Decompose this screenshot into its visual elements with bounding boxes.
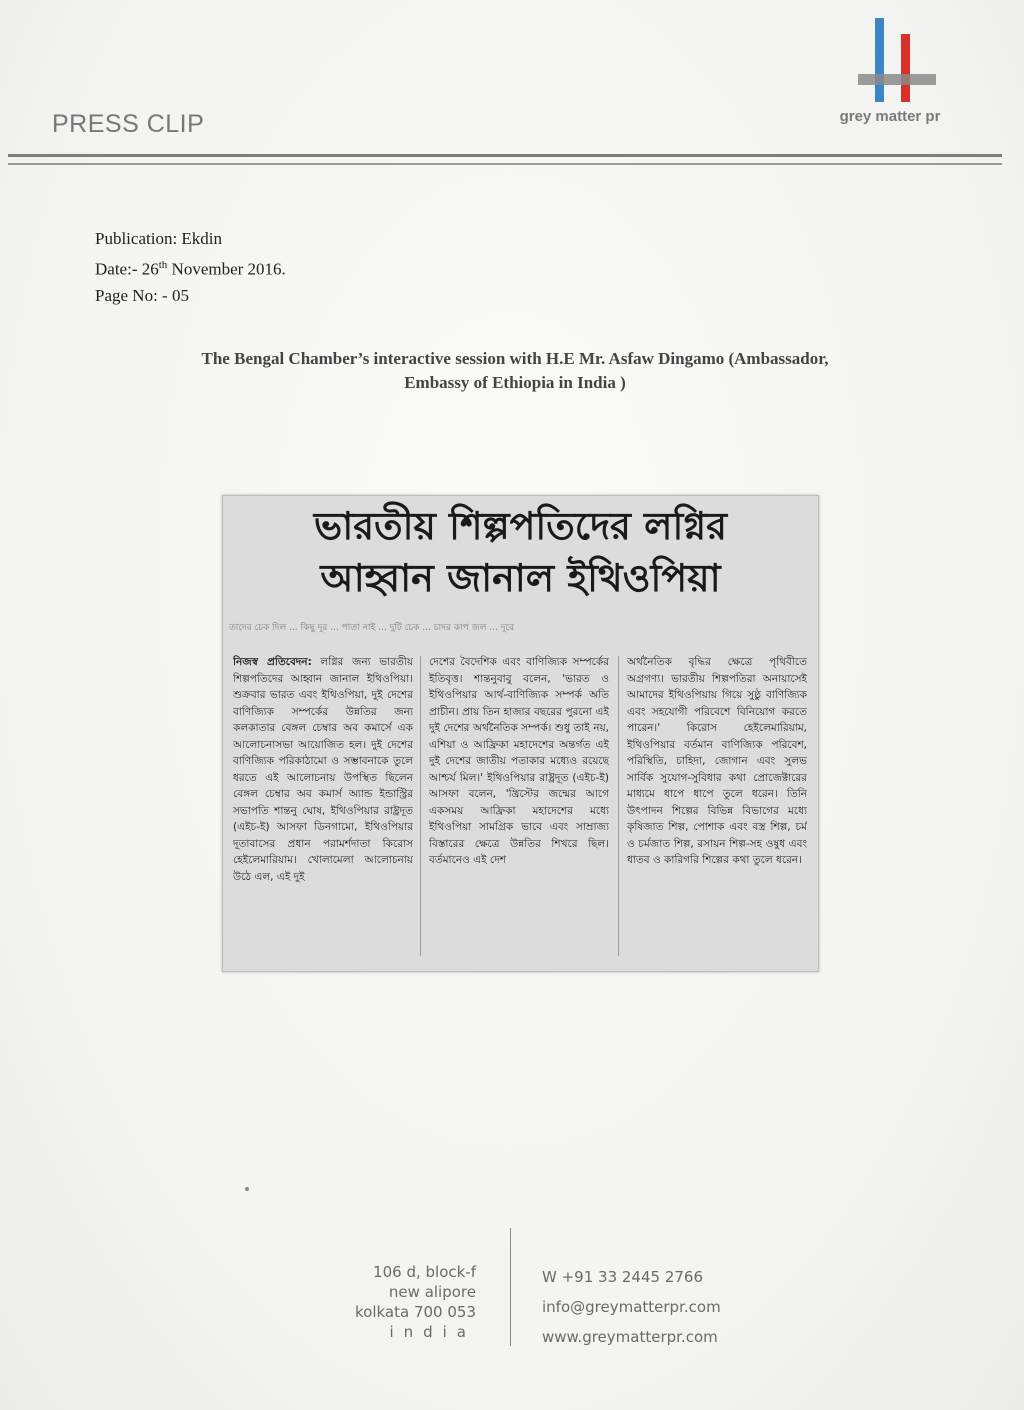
newspaper-clipping bbox=[222, 495, 819, 972]
header-divider-secondary bbox=[8, 163, 1002, 165]
header-divider bbox=[8, 154, 1002, 157]
date-rest: November 2016. bbox=[167, 259, 286, 279]
brand-name: grey matter pr bbox=[839, 108, 941, 125]
date-suffix-ordinal: th bbox=[158, 259, 168, 271]
column-divider bbox=[618, 656, 619, 956]
address-line-4: india bbox=[389, 1323, 476, 1341]
footer-divider bbox=[510, 1228, 511, 1346]
address-line-3: kolkata 700 053 bbox=[355, 1303, 476, 1321]
headline-line-2: Embassy of Ethiopia in India ) bbox=[404, 373, 626, 392]
clipping-title-line-2: আহ্বান জানাল ইথিওপিয়া bbox=[320, 556, 721, 600]
logo-grey-bar bbox=[858, 74, 936, 85]
clipping-columns bbox=[233, 654, 808, 964]
footer-address bbox=[326, 1262, 476, 1342]
clipping-title bbox=[223, 500, 818, 604]
clipping-column-3: অর্থনৈতিক বৃদ্ধির ক্ষেত্রে পৃথিবীতে অগ্রগণ্য। ভারতীয় শিল্পপতিরা অনায়াসেই আমাদের ইথিওপিয়ায় গিয়ে সুষ্ঠু বাণিজ্যিক এবং সহযোগী পরিবেশে বিনিয়োগ করতে পারেন।' কিরোস হেইলেমারিয়াম, ইথিওপিয়ার বর্তমান বাণিজ্যিক পরিবেশ, পরিস্থিতি, চাহিদা, জোগান এবং সুলভ সার্বিক সুযোগ-সুবিধার কথা প্রোজেক্টারের মাধ্যমে ধাপে ধাপে তুলে ধরেন। তিনি উৎপাদন শিল্পের বিভিন্ন বিভাগের মধ্যে কৃষিজাত শিল্প, পোশাক এবং বস্ত্র শিল্প, চর্ম ও চর্মজাত শিল্প, রসায়ন শিল্প-সহ ওষুধ এবং ধাতব ও কারিগরি শিল্পের কথা তুলে ধরেন। bbox=[627, 656, 807, 866]
headline-line-1: The Bengal Chamber’s interactive session with H.E Mr. Asfaw Dingamo (Ambassador, bbox=[201, 349, 829, 368]
clipping-faded-text: তাদের চেক দিল ... কিছু দূর ... পাতা নাই ... দুটি চেক ... চাদর কাপ জল ... দূরে bbox=[229, 623, 514, 633]
clip-headline bbox=[100, 347, 930, 395]
footer-contact bbox=[542, 1262, 721, 1352]
logo-blue-bar bbox=[875, 18, 884, 102]
website-url: www.greymatterpr.com bbox=[542, 1328, 718, 1346]
press-clip-label: PRESS CLIP bbox=[52, 110, 205, 138]
page-number-line: Page No: - 05 bbox=[95, 285, 189, 305]
clipping-column-1 bbox=[233, 654, 413, 962]
publication-meta bbox=[95, 226, 286, 309]
clipping-title-line-1: ভারতীয় শিল্পপতিদের লগ্নির bbox=[313, 504, 728, 548]
clipping-column-2: দেশের বৈদেশিক এবং বাণিজ্যিক সম্পর্কের ইতিবৃত্ত। শান্তনুবাবু বলেন, 'ভারত ও ইথিওপিয়ার আর্থ-বাণিজ্যিক সম্পর্ক অতি প্রাচীন। প্রায় তিন হাজার বছরের পুরনো এই দুই দেশের অর্থনৈতিক সম্পর্ক। শুধু তাই নয়, এশিয়া ও আফ্রিকা মহাদেশের অন্তর্গত এই দুই দেশের জাতীয় পতাকার মধ্যেও রয়েছে আশ্চর্য মিল।' ইথিওপিয়ার রাষ্ট্রদূত (এইচ-ই) আসফা বলেন, 'খ্রিস্টের জন্মের আগে একসময় আফ্রিকা মহাদেশের মধ্যে ইথিওপিয়া সামগ্রিক ভাবে এবং সাম্রাজ্য বিস্তারের ক্ষেত্রে উন্নতির শিখরে ছিল। বর্তমানেও এই দেশ bbox=[429, 656, 609, 866]
byline: নিজস্ব প্রতিবেদন: bbox=[233, 656, 312, 668]
address-line-2: new alipore bbox=[388, 1283, 476, 1301]
logo-red-bar bbox=[901, 34, 910, 102]
paper-speck bbox=[245, 1187, 249, 1191]
date-line bbox=[95, 252, 286, 283]
grey-matter-logo-icon bbox=[858, 18, 938, 104]
column-divider bbox=[420, 656, 421, 956]
date-prefix: Date:- 26 bbox=[95, 259, 159, 279]
email-address: info@greymatterpr.com bbox=[542, 1298, 721, 1316]
address-line-1: 106 d, block-f bbox=[373, 1263, 476, 1281]
column-1-text: লগ্নির জন্য ভারতীয় শিল্পপতিদের আহ্বান জানাল ইথিওপিয়া। শুক্রবার ভারত এবং ইথিওপিয়া, দুই দেশের বাণিজ্যিক সম্পর্কের উন্নতির জন্য কলকাতার বেঙ্গল চেম্বার অব কমার্সে এক আলোচনাসভা আয়োজিত হল। দুই দেশের বাণিজ্যিক পরিকাঠামো ও সম্ভাবনাকে তুলে ধরতে এই আলোচনায় উপস্থিত ছিলেন বেঙ্গল চেম্বার অব কমার্স অ্যান্ড ইন্ডাস্ট্রির সভাপতি শান্তনু ঘোষ, ইথিওপিয়ার রাষ্ট্রদূত (এইচ-ই) আসফা ডিনগামো, ইথিওপিয়ার দূতাবাসের প্রধান পরামর্শদাতা কিরোস হেইলেমারিয়াম। খোলামেলা আলোচনায় উঠে এল, এই দুই bbox=[233, 656, 413, 883]
phone-number: W +91 33 2445 2766 bbox=[542, 1268, 703, 1286]
publication-line: Publication: Ekdin bbox=[95, 229, 223, 248]
